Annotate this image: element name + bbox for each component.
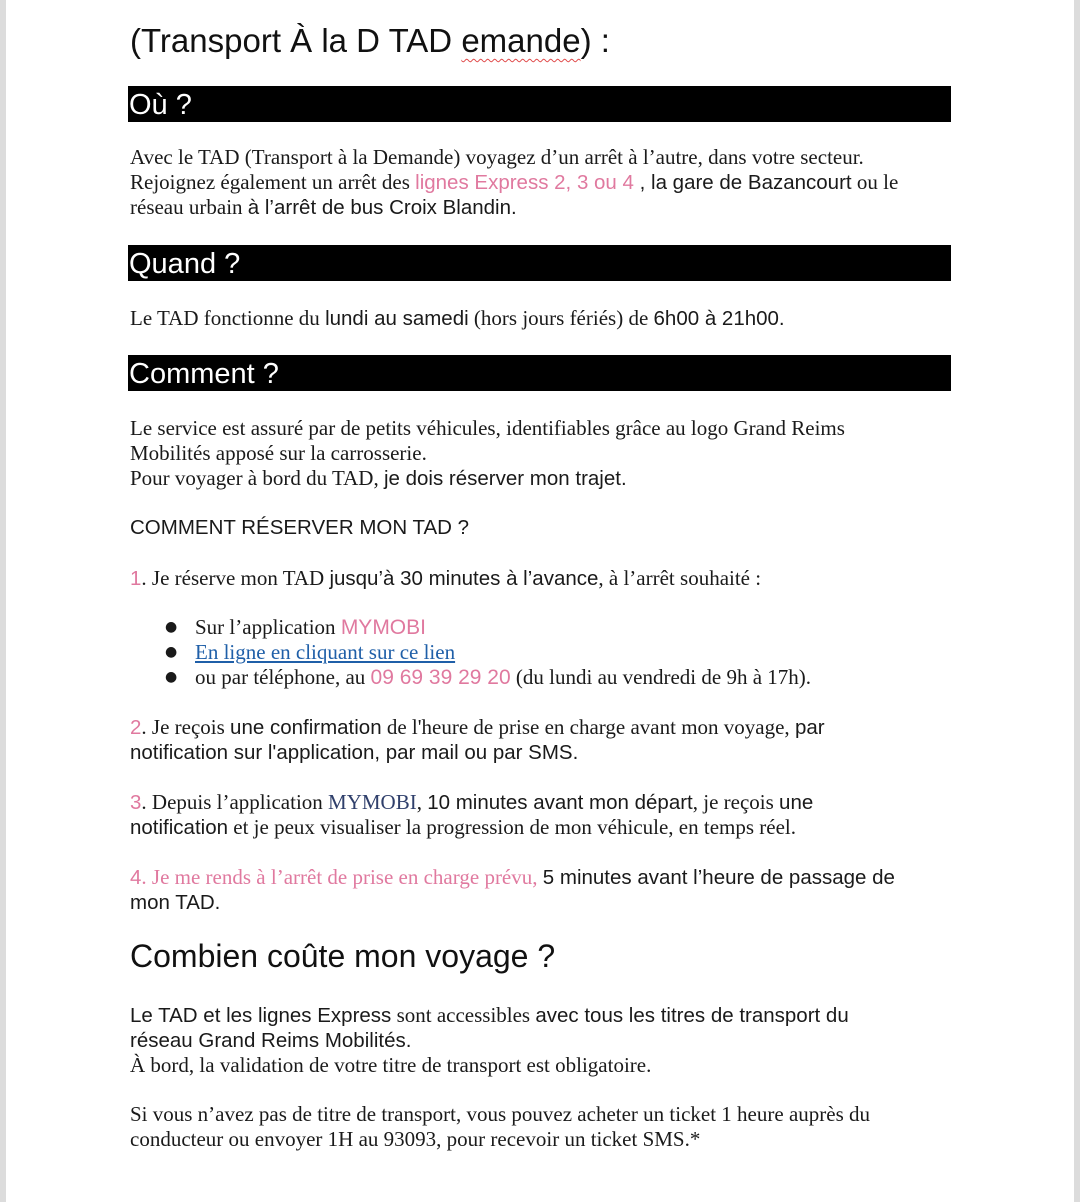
page-edge-left xyxy=(0,0,6,1202)
phone-number: 09 69 39 29 20 xyxy=(370,666,511,689)
step-4: 4. Je me rends à l’arrêt de prise en charge prévu, 5 minutes avant l’heure de passage de mon TAD. xyxy=(130,865,895,914)
page-title: (Transport À la D TAD emande) : xyxy=(130,22,610,59)
page-edge-right xyxy=(1074,0,1080,1202)
ou-paragraph: Avec le TAD (Transport à la Demande) voyagez d’un arrêt à l’autre, dans votre secteur. Rejoignez également un arrêt des lignes Express 2, 3 ou 4 , la gare de Bazancourt ou le réseau urbain à l’arrêt de bus Croix Blandin. xyxy=(130,145,899,219)
express-lines: lignes Express 2, 3 ou 4 xyxy=(415,171,634,194)
ticket-paragraph: Si vous n’avez pas de titre de transport, vous pouvez acheter un ticket 1 heure auprès du conducteur ou envoyer 1H au 93093, pour recevoir un ticket SMS.* xyxy=(130,1102,871,1151)
spellcheck-word: emande xyxy=(461,22,581,59)
booking-options-list xyxy=(130,615,811,690)
app-name: MYMOBI xyxy=(340,616,426,639)
cost-paragraph: Le TAD et les lignes Express sont accessibles avec tous les titres de transport du réseau Grand Reims Mobilités. À bord, la validation de votre titre de transport est obligatoire. xyxy=(130,1003,849,1077)
step-1: 1. Je réserve mon TAD jusqu’à 30 minutes à l’avance, à l’arrêt souhaité : xyxy=(130,566,762,590)
step-3: 3. Depuis l’application MYMOBI, 10 minutes avant mon départ, je reçois une notification et je peux visualiser la progression de mon véhicule, en temps réel. xyxy=(130,790,814,839)
bullet-icon: ● xyxy=(165,619,178,635)
list-item: ● ou par téléphone, au 09 69 39 29 20 (du lundi au vendredi de 9h à 17h). xyxy=(165,665,812,689)
step-2: 2. Je reçois une confirmation de l'heure de prise en charge avant mon voyage, par notification sur l'application, par mail ou par SMS. xyxy=(130,715,825,764)
bullet-icon: ● xyxy=(165,669,178,685)
section-bar-comment: Comment ? xyxy=(128,355,951,391)
section-bar-ou: Où ? xyxy=(128,86,951,122)
comment-paragraph: Le service est assuré par de petits véhicules, identifiables grâce au logo Grand Reims Mobilités apposé sur la carrosserie. Pour voyager à bord du TAD, je dois réserver mon trajet. xyxy=(130,416,845,490)
online-booking-link[interactable]: En ligne en cliquant sur ce lien xyxy=(195,640,456,664)
list-item: ● Sur l’application MYMOBI xyxy=(165,615,426,639)
reserve-subtitle: COMMENT RÉSERVER MON TAD ? xyxy=(130,516,470,539)
list-item xyxy=(130,640,811,665)
cost-heading: Combien coûte mon voyage ? xyxy=(130,938,556,974)
bullet-icon: ● xyxy=(165,644,178,660)
section-bar-quand: Quand ? xyxy=(128,245,951,281)
quand-paragraph: Le TAD fonctionne du lundi au samedi (hors jours fériés) de 6h00 à 21h00. xyxy=(130,306,785,330)
